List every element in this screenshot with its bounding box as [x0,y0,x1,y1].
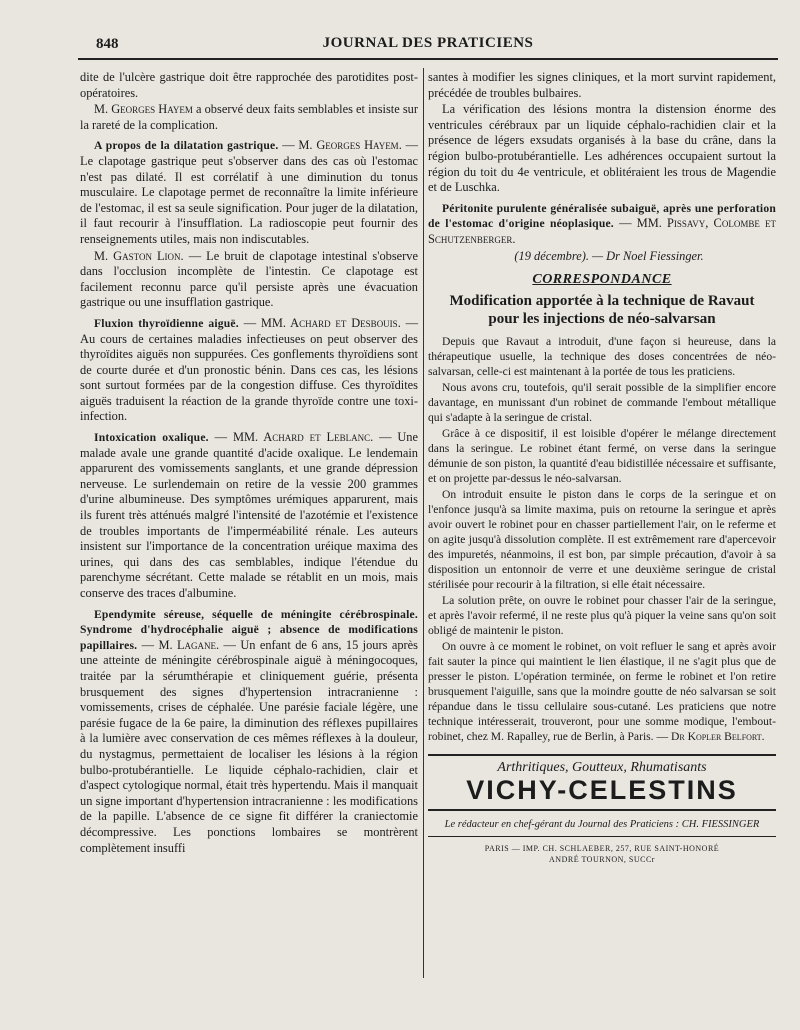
editor-line: Le rédacteur en chef-gérant du Journal des Praticiens : CH. FIESSINGER [428,817,776,837]
section-ependymite: Ependymite séreuse, séquelle de méningite cérébrospinale. Syndrome d'hydrocéphalie aiguë ; absence de modifications papillaires. — M. Lagane. — Un enfant de 6 ans, 15 jours après une atteinte de méningite cérébrospinale aiguë à méningocoques, traitée par la sérumthérapie et cliniquement guérie, présenta brusquement des signes d'hypertension intracranienne : vomissements, crises de céphalée. Une parésie faciale légère, une parésie fugace de la 6e paire, la diminution des réflexes pupillaires à la lumière avec conservation de ces mêmes réflexes à la douleur, du nystagmus, permettaient de localiser les lésions à la région bulbo-protubérantielle. Le liquide céphalo-rachidien, clair et d'aspect cytologique normal, était très hypertendu. Mais il manquait un signe important d'hypertension intracranienne : les modifications de la papille. L'absence de ce signe fit différer la craniectomie décompressive. Les ponctions lombaires se montrèrent complètement insuffi [80,607,418,855]
ad-tagline: Arthritiques, Goutteux, Rhumatisants [497,759,707,775]
paragraph: M. Georges Hayem a observé deux faits semblables et insiste sur la rareté de la complication. [80,102,418,132]
ad-brand: VICHY-CELESTINS [466,775,738,806]
paragraph: On ouvre à ce moment le robinet, on voit refluer le sang et après avoir fait sauter la pince qui maintient le lien élastique, il ne s'agit plus que de presser le piston. L'opération terminée, on ferme le robinet et l'on retire brusquement l'aiguille, sans que la moindre goutte de néo salvarsan se soit répandue dans le tissu cellulaire sous-cutané. Les praticiens que notre technique intéresserait, trouveront, pour une somme modique, l'embout-robinet, chez M. Rapalley, rue de Berlin, à Paris. — Dr Kopler Belfort. [428,639,776,743]
paragraph: La solution prête, on ouvre le robinet pour chasser l'air de la seringue, et après l'avoir refermé, il ne reste plus qu'à piquer la veine sans qu'on soit obligé de maintenir le piston. [428,593,776,637]
section-heading: Ependymite séreuse, séquelle de méningite cérébrospinale. Syndrome d'hydrocéphalie aiguë ; absence de modifications papillaires. [80,607,418,652]
section-heading: Péritonite purulente généralisée subaiguë, après une perforation de l'estomac d'origine néoplasique. [428,201,776,231]
page-header [78,34,778,60]
section-peritonite [428,201,776,248]
paragraph: On introduit ensuite le piston dans le corps de la seringue et on l'enfonce jusqu'à sa limite maxima, puis on retourne la seringue et après avoir ouvert le robinet pour en chasser partiellement l'air, on le referme et on agite jusqu'à dissolution complète. Il est extrêmement rare d'apercevoir des impuretés, néanmoins, il est bon, par simple précaution, d'avoir à sa disposition un entonnoir de verre et une deuxième seringue de cristal stérilisée pour recourir à la filtration, si elle était nécessaire. [428,487,776,591]
section-heading: A propos de la dilatation gastrique. [94,139,279,153]
paragraph: La vérification des lésions montra la distension énorme des ventricules cérébraux par un liquide céphalo-rachidien clair et la présence de légers exsudats organisés à la base du crâne, dans la région bulbo-protubérantielle. Les adhérences occupaient surtout la région du toit du 4e ventricule, et oblitéraient les trous de Magendie et de Luschka. [428,102,776,195]
section-author: — M. Georges Hayem. [278,138,402,153]
article-body [428,334,776,744]
author-signature: Dr Kopler Belfort. [670,729,765,743]
paragraph: dite de l'ulcère gastrique doit être rapprochée des parotidites post-opératoires. [80,70,418,100]
section-author: — M. Lagane. [137,637,220,652]
section-heading: Intoxication oxalique. [94,431,209,445]
section-heading: Fluxion thyroïdienne aiguë. [94,316,239,330]
advertisement [428,754,776,812]
journal-title: JOURNAL DES PRATICIENS [322,35,534,51]
section-dilatation: A propos de la dilatation gastrique. — M. Georges Hayem. — Le clapotage gastrique peut s'observer dans des cas où l'estomac n'est pas dilaté. Il est corrélatif à une diminution du tonus musculaire. Le clapotage permet de reconnaître la limite inférieure de l'estomac, il est sa seule signification. Pour juger de la dilatation, il faut recourir à l'insufflation. La radioscopie peut fournir des renseignements utiles, mais non indiscutables. [80,138,418,246]
article-title: Modification apportée à la technique de Ravaut pour les injections de néo-salvarsan [449,292,755,327]
paragraph: Nous avons cru, toutefois, qu'il serait possible de la simplifier encore davantage, en munissant d'un robinet de commande l'embout métallique qui s'adapte à la seringue de cristal. [428,380,776,424]
paragraph: Grâce à ce dispositif, il est loisible d'opérer le mélange directement dans la seringue. Le robinet étant fermé, on verse dans la seringue démunie de son piston, la quantité d'eau bidistillée nécessaire et suffisante, et on projette par-dessus le néo-salvarsan. [428,426,776,485]
section-fluxion: Fluxion thyroïdienne aiguë. — MM. Achard et Desbouis. — Au cours de certaines maladies infectieuses on peut observer des thyroïdites aiguës non suppurées. Ces gonflements thyroïdiens sont de courte durée et d'un pronostic bénin. Dans ces cas, les lésions sont surtout formées par de la congestion diffuse. Ces thyroïdites aiguës traduisent la réaction de la grande thyroïde contre une toxi-infection. [80,315,419,424]
page-number: 848 [96,36,119,52]
left-column [80,70,418,856]
paragraph: santes à modifier les signes cliniques, et la mort survint rapidement, précédée de troubles bulbaires. [428,70,776,100]
paragraph: M. Gaston Lion. — Le bruit de clapotage intestinal s'observe dans l'occlusion incomplète de l'intestin. Ce clapotage est facilement reconnu parce qu'il persiste après une évacuation gastrique ou une insufflation gastrique. [80,248,418,310]
printer-imprint: PARIS — IMP. CH. SCHLAEBER, 257, RUE SAINT-HONORÉ ANDRÉ TOURNON, SUCCr [484,843,720,864]
date-signature: (19 décembre). — Dr Noel Fiessinger. [514,248,704,263]
section-author: — MM. Pissavy, Colombe et Schutzenberger. [428,216,777,246]
section-intoxication: Intoxication oxalique. — MM. Achard et Leblanc. — Une malade avale une grande quantité d'acide oxalique. Le lendemain apparurent des vomissements sanglants, et une grande dépression nerveuse. Le surlendemain on retire de la vessie 200 grammes d'urine albumineuse. Des symptômes urémiques apparurent, mais ils furent très atténués malgré l'intensité de l'azotémie et l'existence de troubles importants de l'imperméabilité rénale. Les auteurs insistent sur l'importance de la concentration uréique maxima des urines, qui dans des cas semblables, indique l'étendue du parenchyme sécrétant. Cette malade se rétablit en un mois, mais conserve des traces d'albumine. [80,430,418,600]
section-author: — MM. Achard et Leblanc. [208,430,374,445]
section-author: — MM. Achard et Desbouis. [238,315,401,330]
column-divider [423,68,424,978]
paragraph: Depuis que Ravaut a introduit, d'une façon si heureuse, dans la thérapeutique usuelle, la technique des doses concentrées de néo-salvarsan, celle-ci est maintenant à la portée de tous les praticiens. [428,334,776,378]
right-column [428,70,776,865]
correspondance-heading: CORRESPONDANCE [532,272,672,288]
